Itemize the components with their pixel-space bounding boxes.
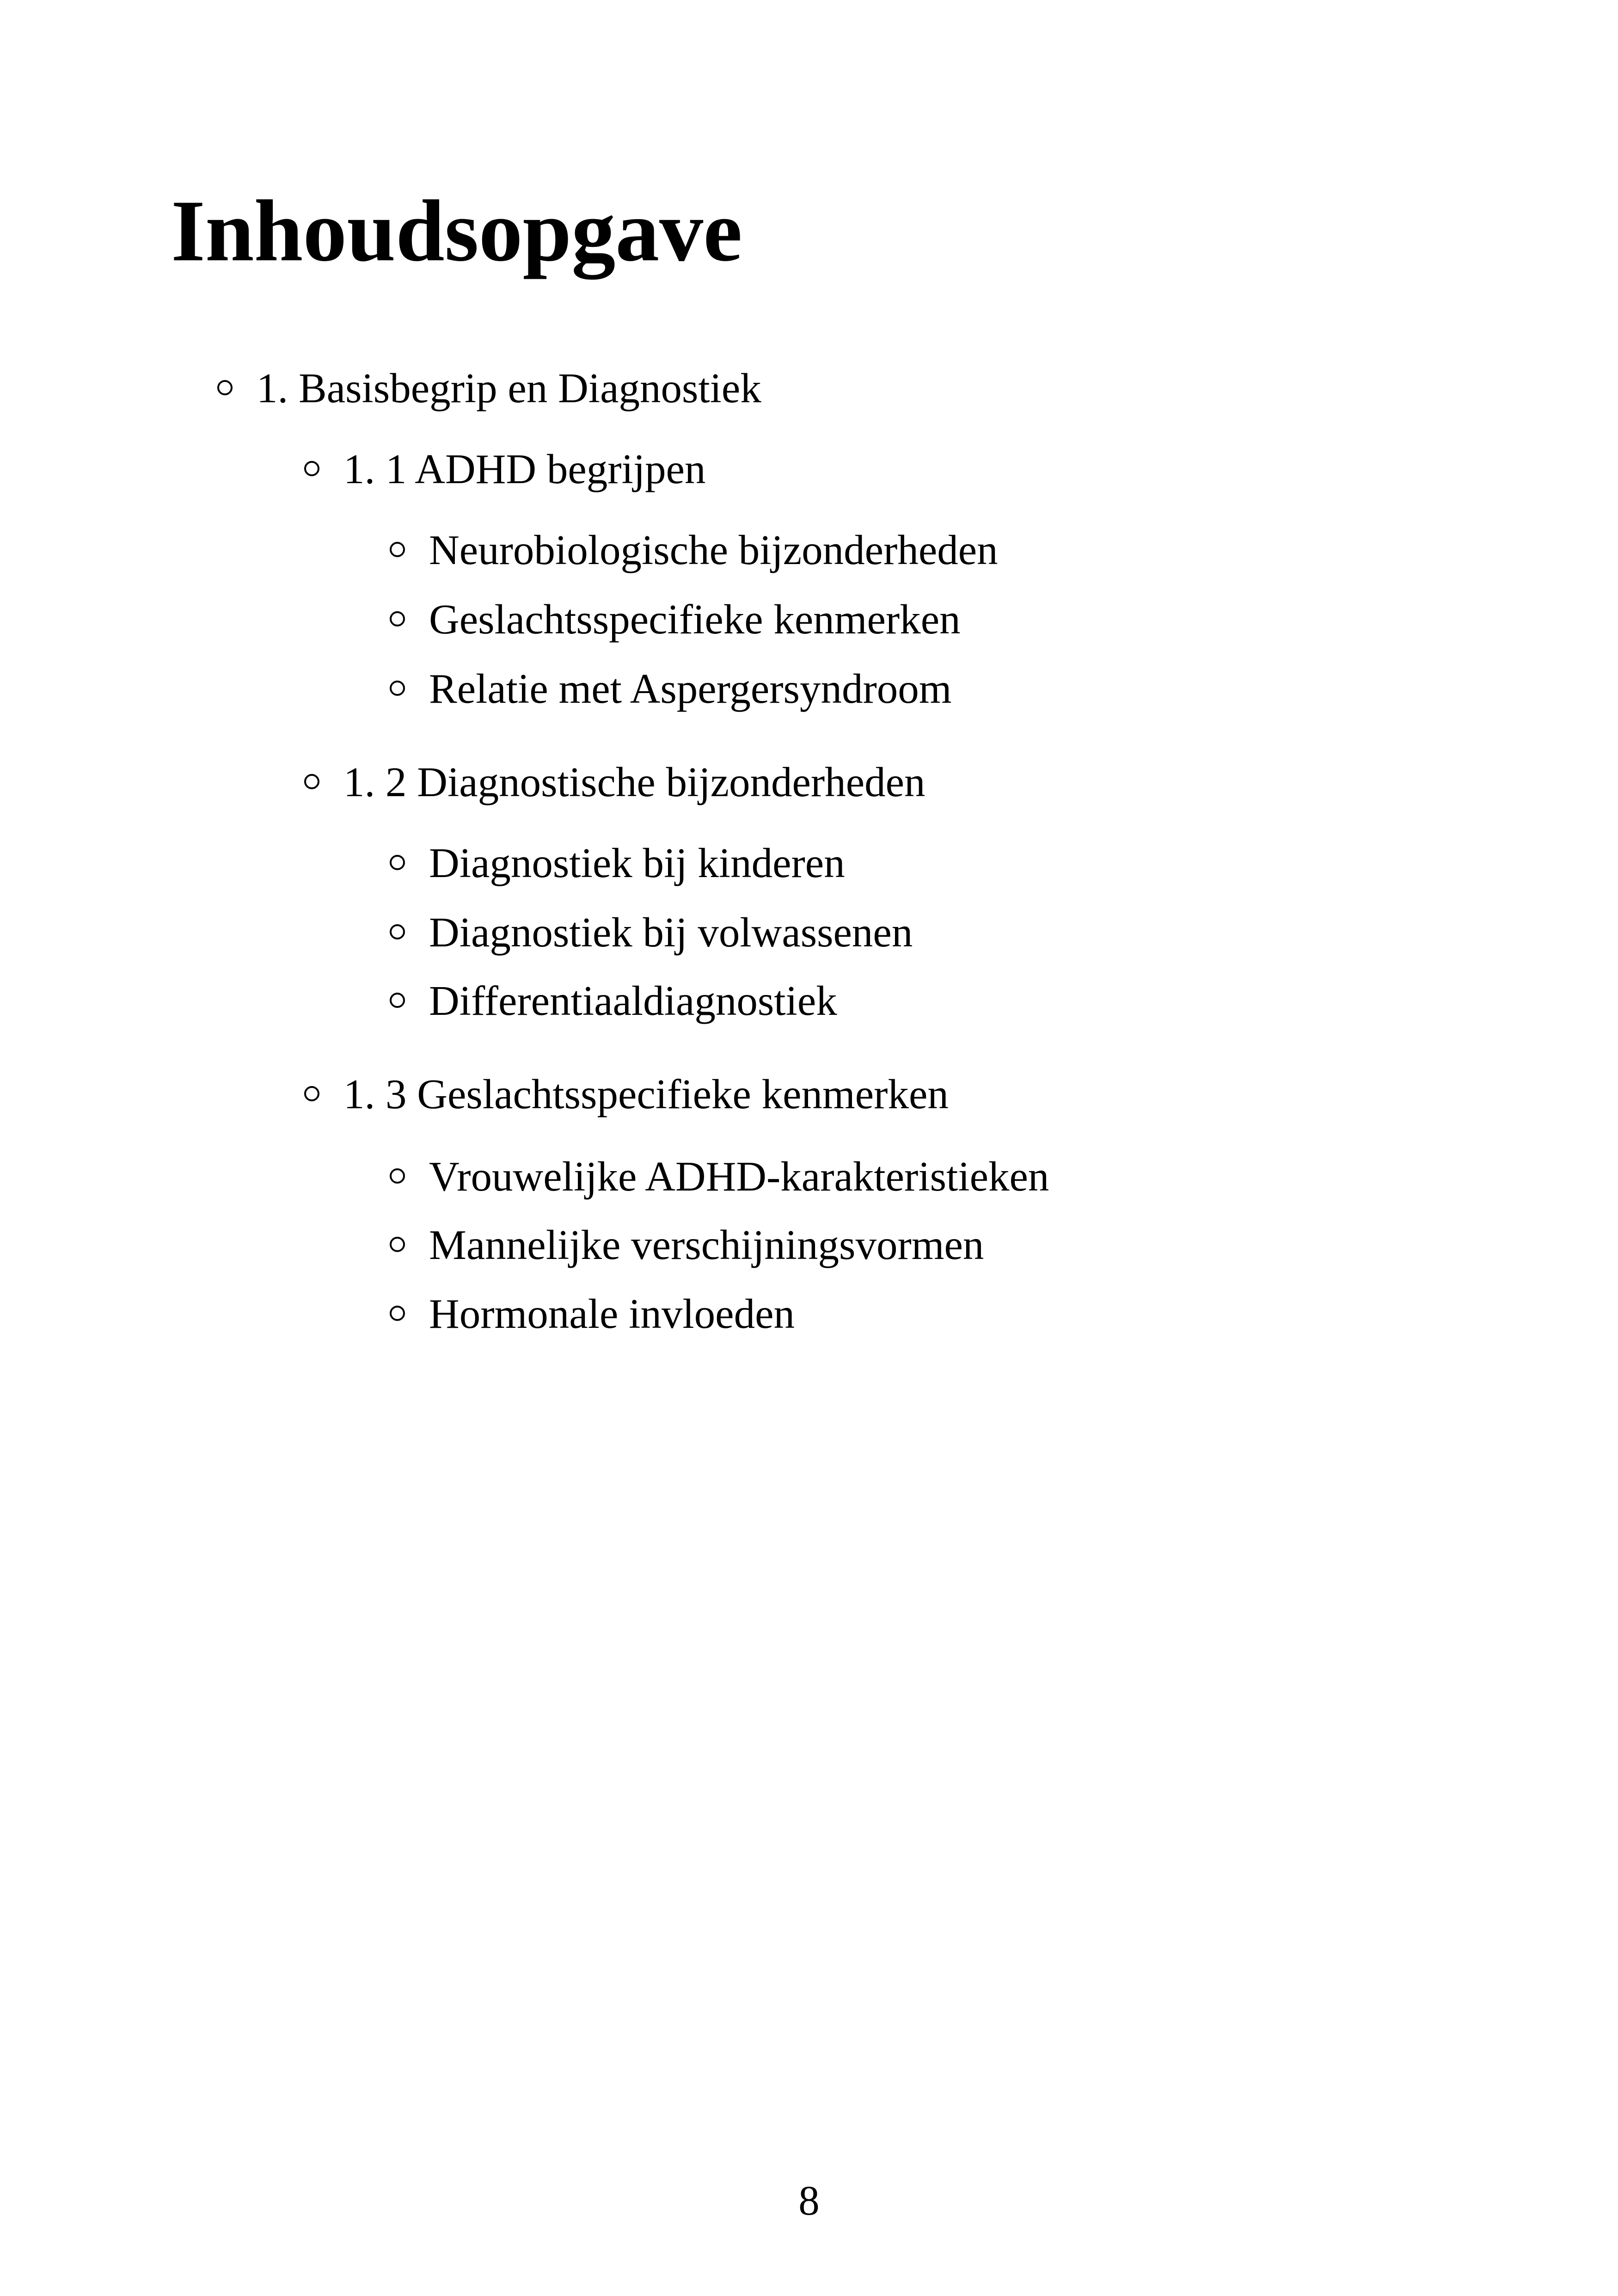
toc-section-1-3[interactable] bbox=[343, 1067, 949, 1122]
toc-item[interactable] bbox=[429, 1286, 795, 1342]
page-number: 8 bbox=[798, 2177, 820, 2224]
toc-section-label: 1. 3 Geslachtsspecifieke kenmerken bbox=[343, 1071, 949, 1117]
toc-item-label: Neurobiologische bijzonderheden bbox=[429, 527, 998, 573]
toc-item[interactable] bbox=[429, 1149, 1049, 1204]
toc-section-1-1[interactable] bbox=[343, 442, 706, 497]
hollow-bullet-icon bbox=[390, 855, 405, 870]
hollow-bullet-icon bbox=[304, 461, 319, 476]
page-title: Inhoudsopgave bbox=[171, 183, 742, 280]
toc-section-1-2[interactable] bbox=[343, 755, 925, 810]
toc-item-label: Hormonale invloeden bbox=[429, 1290, 795, 1337]
toc-chapter-label: 1. Basisbegrip en Diagnostiek bbox=[257, 365, 761, 411]
hollow-bullet-icon bbox=[304, 774, 319, 789]
hollow-bullet-icon bbox=[217, 380, 233, 395]
hollow-bullet-icon bbox=[390, 924, 405, 939]
hollow-bullet-icon bbox=[390, 542, 405, 557]
hollow-bullet-icon bbox=[390, 1168, 405, 1184]
toc-section-label: 1. 2 Diagnostische bijzonderheden bbox=[343, 759, 925, 805]
hollow-bullet-icon bbox=[390, 611, 405, 626]
toc-item[interactable] bbox=[429, 973, 837, 1029]
hollow-bullet-icon bbox=[390, 681, 405, 696]
toc-item-label: Diagnostiek bij kinderen bbox=[429, 840, 845, 886]
toc-item-label: Mannelijke verschijningsvormen bbox=[429, 1222, 984, 1268]
toc-item[interactable] bbox=[429, 905, 913, 960]
hollow-bullet-icon bbox=[390, 1237, 405, 1252]
hollow-bullet-icon bbox=[390, 1306, 405, 1321]
hollow-bullet-icon bbox=[390, 993, 405, 1008]
toc-item-label: Vrouwelijke ADHD-karakteristieken bbox=[429, 1153, 1049, 1200]
toc-item-label: Geslachtsspecifieke kenmerken bbox=[429, 596, 961, 643]
toc-item[interactable] bbox=[429, 1217, 984, 1273]
toc-item-label: Relatie met Aspergersyndroom bbox=[429, 665, 952, 712]
hollow-bullet-icon bbox=[304, 1086, 319, 1101]
toc-item[interactable] bbox=[429, 661, 952, 717]
toc-chapter-1[interactable] bbox=[257, 361, 761, 416]
toc-section-label: 1. 1 ADHD begrijpen bbox=[343, 446, 706, 492]
toc-item-label: Diagnostiek bij volwassenen bbox=[429, 909, 913, 956]
toc-item-label: Differentiaaldiagnostiek bbox=[429, 977, 837, 1024]
toc-item[interactable] bbox=[429, 522, 998, 578]
toc-item[interactable] bbox=[429, 835, 845, 891]
toc-item[interactable] bbox=[429, 592, 961, 647]
